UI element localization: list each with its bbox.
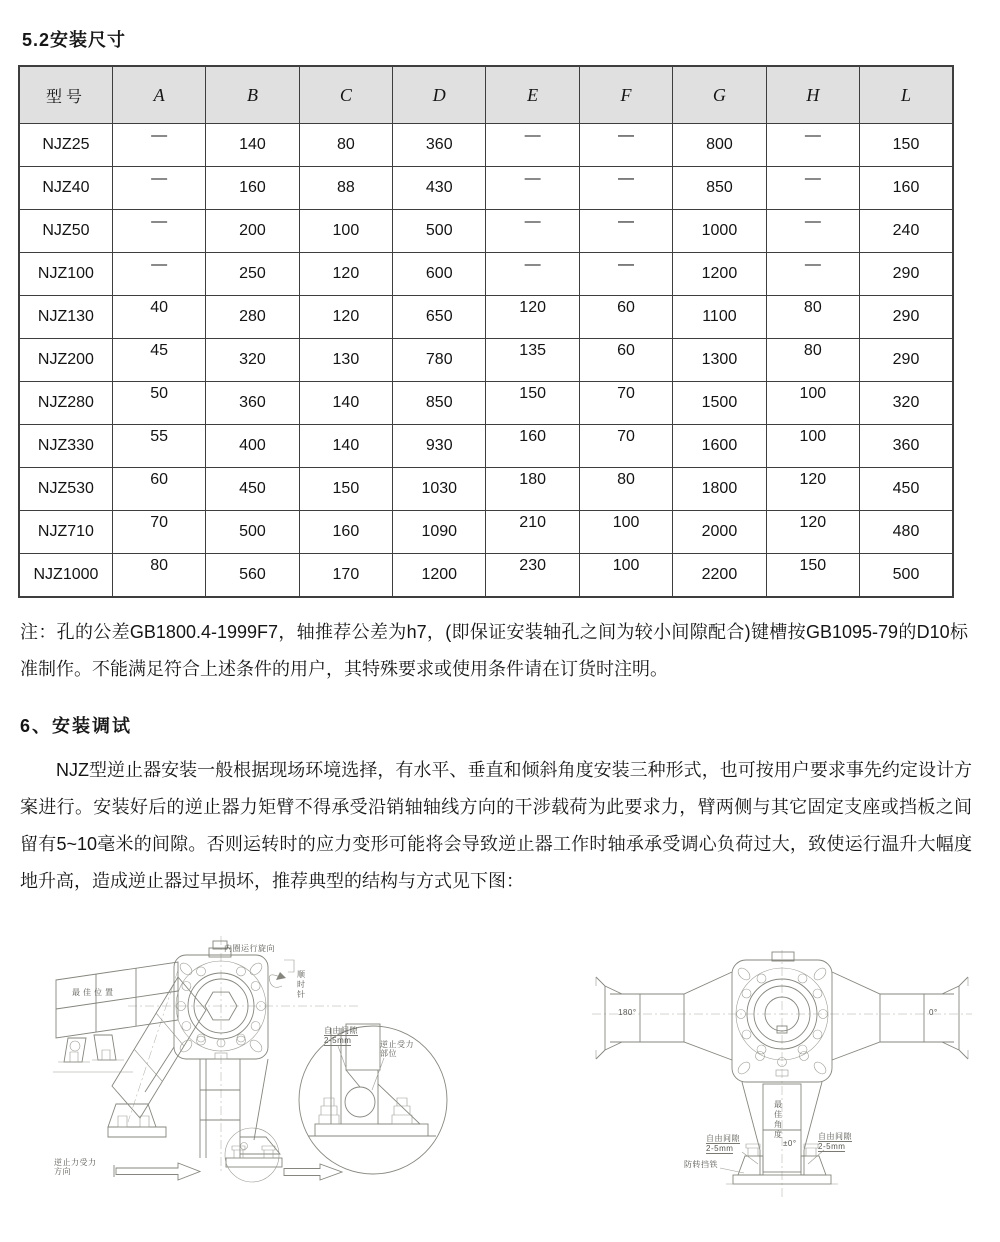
dim-cell: 70 [579,382,672,425]
dim-cell: 280 [206,296,299,339]
table-row [19,253,953,296]
table-row [19,296,953,339]
dim-cell: 150 [860,124,953,167]
table-row [19,554,953,598]
free-gap-right-label [818,1132,852,1152]
table-row [19,124,953,167]
dim-cell: 200 [206,210,299,253]
free-gap-left-value: 2-5mm [706,1144,734,1153]
dim-cell: 290 [860,296,953,339]
col-header-B: B [206,66,299,124]
model-cell: NJZ40 [19,167,112,210]
boom-group [108,977,206,1137]
dim-cell: 80 [766,339,859,382]
angle-0-label: 0° [929,1008,938,1017]
col-header-C: C [299,66,392,124]
dim-cell: 450 [860,468,953,511]
dim-cell: 80 [112,554,205,598]
dim-cell: 600 [393,253,486,296]
dim-cell: 250 [206,253,299,296]
model-cell: NJZ280 [19,382,112,425]
dim-cell: 88 [299,167,392,210]
right-diagram-drawing [580,942,990,1237]
dim-cell: 135 [486,339,579,382]
bearing-area-label-line1: 逆止受力 [380,1040,414,1049]
table-row [19,210,953,253]
dim-cell: 120 [299,296,392,339]
section6-title: 6、安装调试 [20,716,133,736]
dim-cell: 480 [860,511,953,554]
dim-cell: 80 [766,296,859,339]
dim-cell: 100 [579,511,672,554]
dim-cell: 430 [393,167,486,210]
dim-cell: — [579,167,672,210]
dim-cell: — [112,253,205,296]
best-angle-value: ±0° [783,1139,797,1148]
force-direction-label [54,1158,97,1176]
col-header-E: E [486,66,579,124]
left-diagram [28,922,508,1222]
dim-cell: 650 [393,296,486,339]
dim-cell: 500 [206,511,299,554]
dim-cell: — [579,210,672,253]
dim-cell: 2000 [673,511,766,554]
dim-cell: — [766,167,859,210]
table-row [19,339,953,382]
col-header-G: G [673,66,766,124]
dim-cell: 1030 [393,468,486,511]
dim-cell: 210 [486,511,579,554]
dim-cell: 290 [860,253,953,296]
dim-cell: 1500 [673,382,766,425]
table-row [19,167,953,210]
dim-cell: 80 [299,124,392,167]
dim-cell: — [579,124,672,167]
dim-cell: 40 [112,296,205,339]
free-gap-left-label [706,1134,740,1154]
dim-cell: 360 [206,382,299,425]
dim-cell: 930 [393,425,486,468]
model-cell: NJZ130 [19,296,112,339]
note-text: 注：孔的公差GB1800.4-1999F7，轴推荐公差为h7，(即保证安装轴孔之间为较小间隙配合)键槽按GB1095-79的D10标准制作。不能满足符合上述条件的用户，其特殊要求或使用条件请在订货时注明。 [20,622,968,679]
dim-cell: 780 [393,339,486,382]
dim-cell: 1600 [673,425,766,468]
dim-cell: 120 [486,296,579,339]
model-cell: NJZ710 [19,511,112,554]
dim-cell: 1200 [393,554,486,598]
table-row [19,511,953,554]
right-arm-group [832,972,968,1060]
dim-cell: 60 [579,339,672,382]
dim-cell: 150 [486,382,579,425]
dim-cell: 160 [486,425,579,468]
dim-cell: 1100 [673,296,766,339]
dim-cell: 2200 [673,554,766,598]
page-title: 5.2安装尺寸 [22,30,127,50]
dim-cell: — [766,253,859,296]
column-group [145,1047,282,1167]
header-row [19,66,953,124]
dim-cell: 450 [206,468,299,511]
dim-cell: 55 [112,425,205,468]
free-gap-label [324,1026,358,1046]
detail-arrow-icon [284,1164,342,1180]
dim-cell: — [486,253,579,296]
dim-cell: 1000 [673,210,766,253]
col-header-A: A [112,66,205,124]
model-cell: NJZ1000 [19,554,112,598]
dim-cell: 150 [299,468,392,511]
dimensions-table [18,65,954,598]
col-header-D: D [393,66,486,124]
dim-cell: 70 [112,511,205,554]
dim-cell: 1800 [673,468,766,511]
free-gap-right-value: 2-5mm [818,1142,846,1151]
left-diagram-drawing [28,922,508,1222]
dim-cell: 70 [579,425,672,468]
model-cell: NJZ530 [19,468,112,511]
dim-cell: — [486,167,579,210]
free-gap-right-text: 自由间隙 [818,1132,852,1141]
dim-cell: — [766,124,859,167]
dim-cell: 850 [673,167,766,210]
dim-cell: 160 [206,167,299,210]
force-arrow-icon [114,1163,200,1180]
dim-cell: 80 [579,468,672,511]
dim-cell: 320 [860,382,953,425]
bearing-area-label-line2: 部位 [380,1049,397,1058]
right-diagram [580,942,990,1237]
dim-cell: 360 [860,425,953,468]
force-direction-label-line2: 方向 [54,1167,71,1176]
dim-cell: 850 [393,382,486,425]
dim-cell: 45 [112,339,205,382]
dim-cell: — [486,210,579,253]
dim-cell: — [486,124,579,167]
model-cell: NJZ200 [19,339,112,382]
dim-cell: 160 [299,511,392,554]
dim-cell: 500 [393,210,486,253]
table-row [19,382,953,425]
anti-rotation-stop-label: 防转挡铁 [684,1160,718,1169]
dim-cell: 60 [579,296,672,339]
dim-cell: — [766,210,859,253]
centerlines [592,950,972,1198]
angle-180-label: 180° [618,1008,637,1017]
section6-paragraph: NJZ型逆止器安装一般根据现场环境选择，有水平、垂直和倾斜角度安装三种形式，也可按用户要求事先约定设计方案进行。安装好后的逆止器力矩臂不得承受沿销轴轴线方向的干涉载荷为此要求力，臂两侧与其它固定支座或挡板之间留有5~10毫米的间隙。否则运转时的应力变形可能将会导致逆止器工作时轴承承受调心负荷过大，致使运行温升大幅度地升高，造成逆止器过早损坏，推荐典型的结构与方式见下图： [20,760,972,891]
col-header-F: F [579,66,672,124]
dim-cell: 180 [486,468,579,511]
table-body [19,124,953,598]
best-position-label: 最佳位置 [72,988,116,997]
table-row [19,425,953,468]
col-header-H: H [766,66,859,124]
model-cell: NJZ50 [19,210,112,253]
model-cell: NJZ25 [19,124,112,167]
left-arm-group [596,972,732,1060]
force-direction-label-line1: 逆止力受力 [54,1158,97,1167]
free-gap-left-text: 自由间隙 [706,1134,740,1143]
dim-cell: 120 [766,468,859,511]
dim-cell: 560 [206,554,299,598]
dim-cell: — [112,210,205,253]
dim-cell: 1090 [393,511,486,554]
dim-cell: 120 [766,511,859,554]
dim-cell: 800 [673,124,766,167]
clockwise-label: 顺时针 [297,970,306,999]
dim-cell: 360 [393,124,486,167]
dim-cell: 320 [206,339,299,382]
dim-cell: 400 [206,425,299,468]
dim-cell: 1300 [673,339,766,382]
dim-cell: 500 [860,554,953,598]
rotation-direction-label: 内圈运行旋向 [224,944,275,953]
col-header-model: 型号 [19,66,112,124]
dim-cell: 140 [299,425,392,468]
model-cell: NJZ100 [19,253,112,296]
table-row [19,468,953,511]
bearing-area-label [380,1040,414,1058]
free-gap-label-text: 自由间隙 [324,1026,358,1035]
col-header-L: L [860,66,953,124]
best-angle-label: 最佳角度 [774,1100,783,1139]
dim-cell: 140 [299,382,392,425]
rotation-arrow-icon [269,960,294,987]
dim-cell: 150 [766,554,859,598]
dim-cell: 120 [299,253,392,296]
dim-cell: 130 [299,339,392,382]
table-header-row [19,66,953,124]
dim-cell: 160 [860,167,953,210]
dim-cell: 100 [766,425,859,468]
dim-cell: 100 [766,382,859,425]
dim-cell: 290 [860,339,953,382]
dim-cell: 100 [299,210,392,253]
dim-cell: 100 [579,554,672,598]
dim-cell: 240 [860,210,953,253]
dim-cell: 170 [299,554,392,598]
dim-cell: — [112,167,205,210]
dim-cell: 1200 [673,253,766,296]
dim-cell: 230 [486,554,579,598]
dim-cell: — [112,124,205,167]
dim-cell: 60 [112,468,205,511]
model-cell: NJZ330 [19,425,112,468]
free-gap-value: 2-5mm [324,1036,352,1045]
dim-cell: 140 [206,124,299,167]
dim-cell: — [579,253,672,296]
dim-cell: 50 [112,382,205,425]
